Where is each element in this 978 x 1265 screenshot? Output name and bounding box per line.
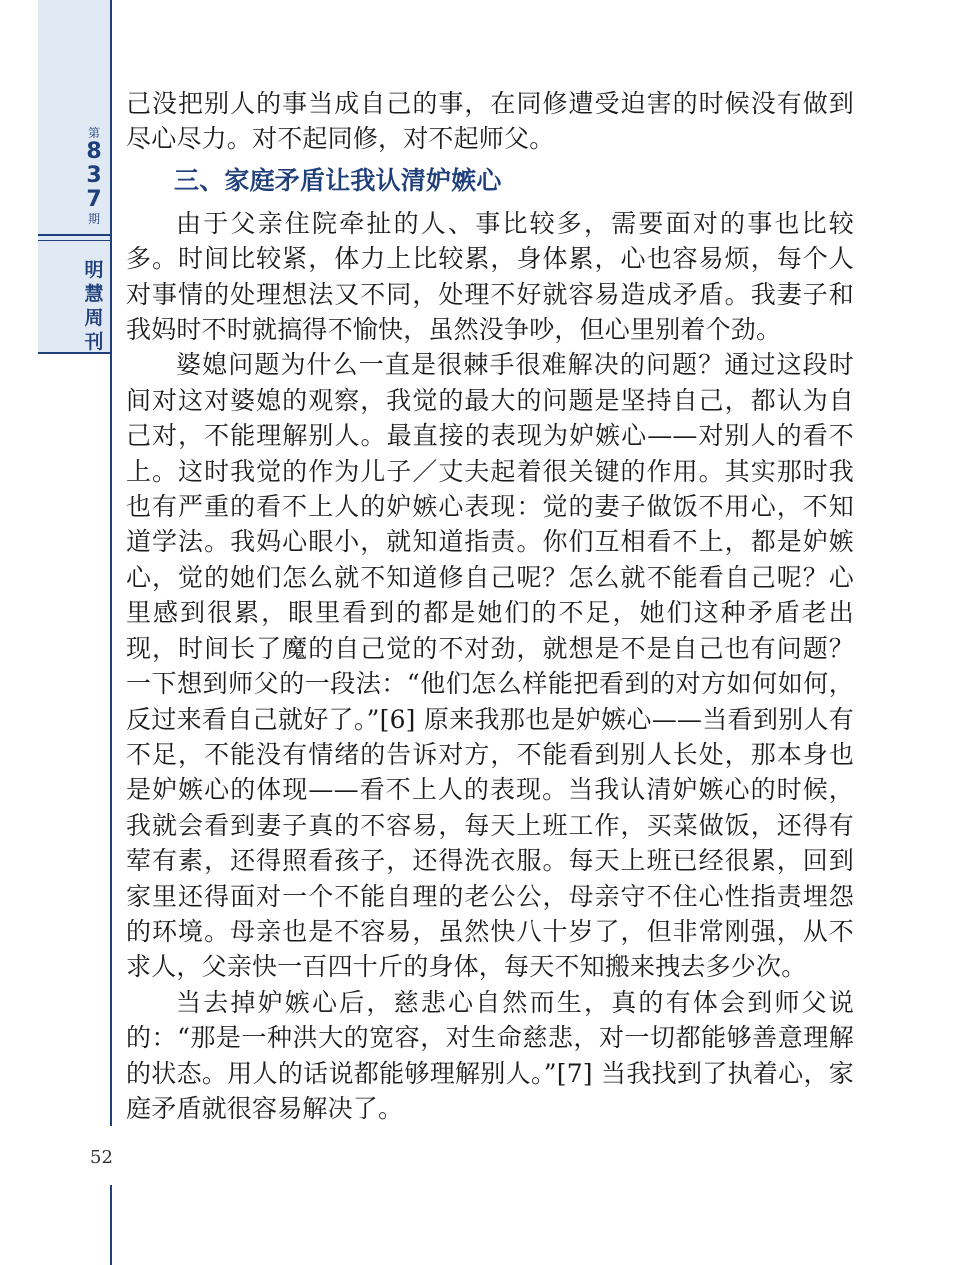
publication-char: 周 <box>84 307 104 329</box>
publication-char: 慧 <box>84 283 104 305</box>
issue-number <box>78 126 110 226</box>
publication-name <box>78 258 110 354</box>
sidebar-divider-thin <box>38 240 112 241</box>
paragraph: 由于父亲住院牵扯的人、事比较多，需要面对的事也比较多。时间比较紧，体力上比较累，身体累，心也容易烦，每个人对事情的处理想法又不同，处理不好就容易造成矛盾。我妻子和我妈时不时就搞得不愉快，虽然没争吵，但心里别着个劲。 <box>126 208 854 345</box>
publication-char: 明 <box>84 259 104 281</box>
paragraph: 婆媳问题为什么一直是很棘手很难解决的问题？通过这段时间对这对婆媳的观察，我觉的最大的问题是坚持自己，都认为自己对，不能理解别人。最直接的表现为妒嫉心——对别人的看不上。这时我觉的作为儿子／丈夫起着很关键的作用。其实那时我也有严重的看不上人的妒嫉心表现：觉的妻子做饭不用心，不知道学法。我妈心眼小，就知道指责。你们互相看不上，都是妒嫉心，觉的她们怎么就不知道修自己呢？怎么就不能看自己呢？心里感到很累，眼里看到的都是她们的不足，她们这种矛盾老出现，时间长了魔的自己觉的不对劲，就想是不是自己也有问题？一下想到师父的一段法：“他们怎么样能把看到的对方如何如何，反过来看自己就好了。”[6] 原来我那也是妒嫉心——当看到别人有不足，不能没有情绪的告诉对方，不能看到别人长处，那本身也是妒嫉心的体现——看不上人的表现。当我认清妒嫉心的时候，我就会看到妻子真的不容易，每天上班工作，买菜做饭，还得有荤有素，还得照看孩子，还得洗衣服。每天上班已经很累，回到家里还得面对一个不能自理的老公公，母亲守不住心性指责埋怨的环境。母亲也是不容易，虽然快八十岁了，但非常刚强，从不求人，父亲快一百四十斤的身体，每天不知搬来拽去多少次。 <box>126 350 854 982</box>
page-number: 52 <box>90 1147 113 1168</box>
paragraph: 当去掉妒嫉心后，慈悲心自然而生，真的有体会到师父说的：“那是一种洪大的宽容，对生命慈悲，对一切都能够善意理解的状态。用人的话说都能够理解别人。”[7] 当我找到了执着心，家庭矛盾就很容易解决了。 <box>126 987 854 1123</box>
issue-digit: 7 <box>86 187 102 212</box>
issue-suffix: 期 <box>87 212 100 226</box>
section-heading: 三、家庭矛盾让我认清妒嫉心 <box>174 165 502 195</box>
issue-digit: 3 <box>86 163 102 188</box>
publication-char: 刊 <box>84 331 104 353</box>
margin-rule-bottom <box>110 1185 112 1265</box>
margin-rule <box>110 0 112 1126</box>
issue-digit: 8 <box>86 139 102 164</box>
article-body <box>126 86 854 1126</box>
paragraph: 己没把别人的事当成自己的事，在同修遭受迫害的时候没有做到尽心尽力。对不起同修，对不起师父。 <box>126 89 854 154</box>
issue-prefix: 第 <box>87 126 100 140</box>
sidebar-divider <box>38 234 112 236</box>
